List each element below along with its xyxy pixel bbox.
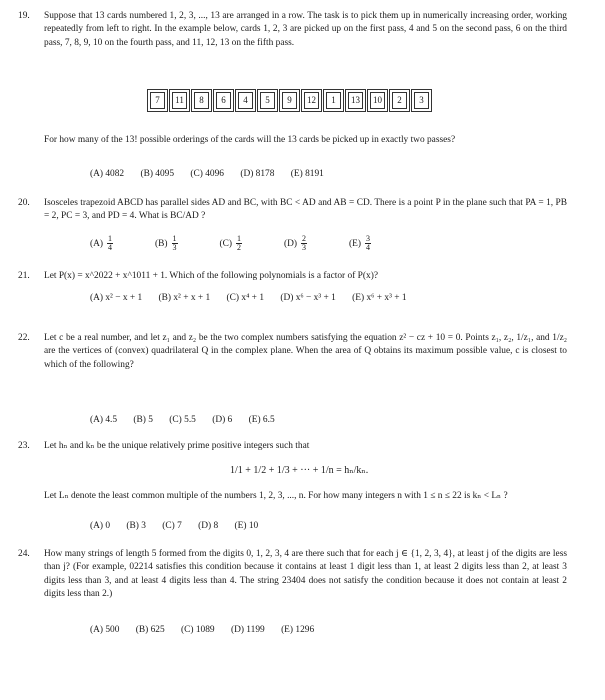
choice-e[interactable]: (E) 1296: [281, 625, 315, 635]
card: 2: [392, 92, 407, 109]
choice-c[interactable]: (C) 5.5: [169, 415, 196, 425]
choice-a[interactable]: [90, 234, 141, 253]
card: 3: [414, 92, 429, 109]
problem-number: 23.: [18, 441, 30, 451]
answer-choices: [90, 624, 328, 637]
choice-d[interactable]: (D) 6: [212, 415, 233, 425]
problem-text: Suppose that 13 cards numbered 1, 2, 3, ..., 13 are arranged in a row. The task is to pick them up in numerically increasing order, working repeatedly from left to right. In the example below, cards 1, 2, 3 are picked up on the first pass, 4 and 5 on the second pass, 6 on the third pass, 7, 8, 9, 10 on the fourth pass, and 11, 12, 13 on the fifth pass.: [44, 11, 567, 48]
card: 5: [260, 92, 275, 109]
choice-b[interactable]: (B) x² + x + 1: [158, 293, 211, 303]
choice-c[interactable]: (C) 1089: [181, 625, 215, 635]
problem-number: 24.: [18, 549, 30, 559]
answer-choices: [90, 168, 338, 181]
choice-label: (D): [284, 239, 298, 250]
problem-text: Let c be a real number, and let z₁ and z₂ be the two complex numbers satisfying the equation z² − cz + 10 = 0. Points z₁, z₂, 1/z₁, and 1/z₂ are the vertices of (convex) quadrilateral Q in the complex plane. When the area of Q obtains its maximum possible value, c is closest to which of the following?: [44, 333, 567, 370]
problem-text: Isosceles trapezoid ABCD has parallel sides AD and BC, with BC < AD and AB = CD. There is a point P in the plane such that PA = 1, PB = 2, PC = 3, and PD = 4. What is BC/AD ?: [44, 198, 567, 222]
card: 1: [326, 92, 341, 109]
fraction: [172, 235, 192, 253]
denominator: 3: [172, 243, 177, 253]
choice-d[interactable]: (D) 8: [198, 521, 219, 531]
numerator: 1: [237, 234, 242, 243]
choice-e[interactable]: (E) 10: [234, 521, 259, 531]
choice-c[interactable]: (C) 7: [162, 521, 182, 531]
card: 9: [282, 92, 297, 109]
choice-a[interactable]: (A) x² − x + 1: [90, 293, 143, 303]
choice-label: (E): [349, 239, 362, 250]
answer-choices: [90, 235, 413, 253]
choice-a[interactable]: (A) 4082: [90, 169, 125, 179]
fraction: [236, 235, 256, 253]
choice-b[interactable]: (B) 4095: [140, 169, 175, 179]
denominator: 3: [302, 243, 307, 253]
choice-d[interactable]: [284, 234, 335, 253]
choice-b[interactable]: (B) 625: [135, 625, 165, 635]
fraction: [301, 235, 321, 253]
choice-label: (B): [155, 239, 168, 250]
fraction: [107, 235, 127, 253]
denominator: 4: [366, 243, 371, 253]
denominator: 2: [237, 243, 242, 253]
denominator: 4: [108, 243, 113, 253]
card: 13: [348, 92, 363, 109]
problem-number: 19.: [18, 11, 30, 21]
choice-e[interactable]: [349, 234, 399, 253]
card-row: [150, 92, 436, 122]
choice-b[interactable]: [155, 234, 206, 253]
numerator: 1: [108, 234, 113, 243]
problem-text: Let P(x) = x^2022 + x^1011 + 1. Which of the following polynomials is a factor of P(x)?: [44, 271, 378, 281]
harmonic-equation: 1/1 + 1/2 + 1/3 + ··· + 1/n = hₙ/kₙ.: [230, 465, 369, 476]
problem-intro: Let hₙ and kₙ be the unique relatively prime positive integers such that: [44, 441, 310, 451]
numerator: 2: [302, 234, 307, 243]
choice-d[interactable]: (D) 8178: [240, 169, 275, 179]
problem-text: Let Lₙ denote the least common multiple of the numbers 1, 2, 3, ..., n. For how many integers n with 1 ≤ n ≤ 22 is kₙ < Lₙ ?: [44, 491, 508, 501]
answer-choices: [90, 520, 272, 533]
card: 7: [150, 92, 165, 109]
numerator: 1: [172, 234, 177, 243]
fraction: [365, 235, 385, 253]
choice-e[interactable]: (E) x⁶ + x³ + 1: [352, 293, 407, 303]
card: 8: [194, 92, 209, 109]
card: 12: [304, 92, 319, 109]
choice-a[interactable]: (A) 4.5: [90, 415, 118, 425]
choice-c[interactable]: (C) x⁴ + 1: [226, 293, 265, 303]
choice-a[interactable]: (A) 0: [90, 521, 111, 531]
choice-c[interactable]: (C) 4096: [190, 169, 224, 179]
answer-choices: [90, 414, 289, 427]
problem-number: 22.: [18, 333, 30, 343]
card: 11: [172, 92, 187, 109]
choice-d[interactable]: (D) x⁶ − x³ + 1: [280, 293, 336, 303]
problem-number: 21.: [18, 271, 30, 281]
card: 6: [216, 92, 231, 109]
choice-e[interactable]: (E) 6.5: [248, 415, 275, 425]
card: 10: [370, 92, 385, 109]
numerator: 3: [366, 234, 371, 243]
choice-e[interactable]: (E) 8191: [290, 169, 324, 179]
choice-label: (A): [90, 239, 104, 250]
problem-number: 20.: [18, 198, 30, 208]
choice-label: (C): [219, 239, 233, 250]
choice-c[interactable]: [219, 234, 271, 253]
choice-a[interactable]: (A) 500: [90, 625, 120, 635]
choice-d[interactable]: (D) 1199: [230, 625, 265, 635]
card: 4: [238, 92, 253, 109]
choice-b[interactable]: (B) 5: [133, 415, 153, 425]
problem-question: For how many of the 13! possible orderings of the cards will the 13 cards be picked up in exactly two passes?: [44, 135, 456, 145]
problem-text: How many strings of length 5 formed from the digits 0, 1, 2, 3, 4 are there such that for each j ∈ {1, 2, 3, 4}, at least j of the digits are less than j? (For example, 02214 satisfies this condition because it contains at least 1 digit less than 1, at least 2 digits less than 2, at least 3 digits less than 3, and at least 4 digits less than 4. The string 23404 does not satisfy the condition because it does not contain at least 2 digits less than 2.): [44, 549, 567, 600]
choice-b[interactable]: (B) 3: [126, 521, 146, 531]
answer-choices: [90, 292, 421, 305]
